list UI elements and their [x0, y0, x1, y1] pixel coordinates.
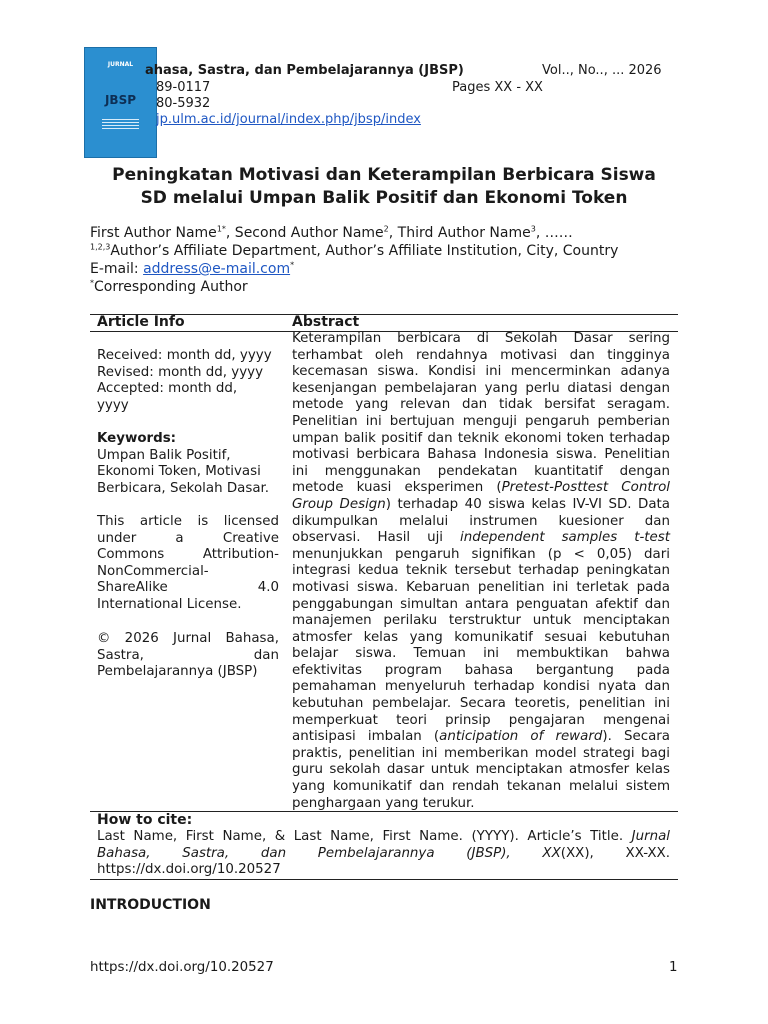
citation-text-a: Last Name, First Name, & Last Name, First Name. (YYYY). Article’s Title. — [97, 829, 632, 844]
email-label: E-mail: — [90, 261, 144, 277]
corresponding-text: Corresponding Author — [94, 279, 248, 295]
keywords-line-2: Ekonomi Token, Motivasi — [97, 464, 261, 479]
abstract-italic-test: independent samples t-test — [459, 530, 670, 546]
cover-decoration — [102, 119, 139, 131]
received-date: Received: month dd, yyyy — [97, 348, 272, 363]
issn-online: 80-5932 — [156, 96, 211, 111]
author-list-tail: , …… — [535, 225, 573, 241]
introduction-heading: INTRODUCTION — [90, 897, 211, 913]
revised-date: Revised: month dd, yyyy — [97, 364, 263, 380]
journal-url-link[interactable]: jp.ulm.ac.id/journal/index.php/jbsp/index — [156, 112, 421, 127]
author-2-sup: 2 — [383, 224, 389, 234]
abstract-text-1: Keterampilan berbicara di Sekolah Dasar sering terhambat oleh rendahnya motivasi dan tingginya kecemasan siswa. Kondisi ini mencerminkan adanya kesenjangan pembelajaran yang perlu diatasi dengan metode yang relevan dan tidak bersifat seragam. Penelitian ini bertujuan menguji pengaruh pemberian umpan balik positif dan teknik ekonomi token terhadap motivasi berbicara Bahasa Indonesia siswa. Penelitian ini menggunakan pendekatan kuantitatif dengan metode kuasi eksperimen ( — [292, 331, 670, 496]
keywords-label: Keywords: — [97, 431, 177, 446]
cover-top-label: JURNAL — [107, 61, 134, 68]
author-1: First Author Name — [90, 225, 217, 241]
corresponding-author — [90, 278, 248, 296]
journal-title: ahasa, Sastra, dan Pembelajarannya (JBSP) — [145, 63, 464, 78]
keywords-block — [97, 431, 279, 497]
abstract-text-2: ) terhadap 40 siswa kelas IV-VI SD. Data dikumpulkan melalui instrumen kuesioner dan observasi. Hasil uji — [292, 496, 670, 546]
email-link[interactable]: address@e-mail.com — [143, 261, 291, 277]
volume-info: Vol.., No.., ... 2026 — [542, 63, 662, 78]
accepted-date-line-1: Accepted: month dd, — [97, 381, 238, 396]
email-sup: * — [290, 260, 295, 270]
email-line — [90, 260, 294, 278]
article-info-header: Article Info — [97, 314, 185, 330]
author-3: , Third Author Name — [388, 225, 531, 241]
paper-title — [90, 164, 678, 210]
footer-doi-link[interactable]: https://dx.doi.org/10.20527 — [90, 960, 274, 975]
copyright-text: © 2026 Jurnal Bahasa, Sastra, dan Pembelajarannya (JBSP) — [97, 631, 279, 679]
abstract-paragraph — [292, 331, 670, 812]
issn-print: 89-0117 — [156, 80, 211, 95]
citation-text-b: (XX), XX-XX. https://dx.doi.org/10.20527 — [97, 845, 670, 877]
footer-page-number: 1 — [669, 960, 678, 975]
table-bottom-rule — [90, 879, 678, 880]
affiliation-sup: 1,2,3 — [90, 242, 111, 252]
author-2: , Second Author Name — [225, 225, 384, 241]
corresponding-sup: * — [90, 278, 94, 288]
affiliation-text: Author’s Affiliate Department, Author’s Affiliate Institution, City, Country — [110, 243, 619, 259]
abstract-italic-design: Pretest-Posttest Control Group Design — [292, 480, 670, 512]
paper-title-line-1: Peningkatan Motivasi dan Keterampilan Berbicara Siswa — [112, 165, 656, 185]
abstract-header: Abstract — [292, 314, 360, 330]
abstract-body — [292, 331, 670, 812]
author-list — [90, 224, 573, 242]
cover-journal-acronym: JBSP — [104, 93, 137, 107]
accepted-date-line-2: yyyy — [97, 397, 129, 413]
abstract-text-4: ). Secara praktis, penelitian ini memberikan model strategi bagi guru sekolah dasar untuk menciptakan atmosfer kelas yang komunikatif dan rendah tekanan melalui sistem penghargaan yang terukur. — [292, 729, 670, 811]
keywords-line-3: Berbicara, Sekolah Dasar. — [97, 480, 270, 496]
paper-title-line-2: SD melalui Umpan Balik Positif dan Ekonomi Token — [140, 188, 628, 208]
license-text: This article is licensed under a Creative Commons Attribution-NonCommercial-ShareAlike 4.0 International License. — [97, 514, 279, 612]
how-to-cite-label: How to cite: — [97, 812, 193, 828]
article-dates — [97, 348, 279, 414]
citation-journal-italic: Jurnal Bahasa, Sastra, dan Pembelajarannya (JBSP), XX — [97, 829, 670, 861]
citation-text — [97, 829, 670, 879]
abstract-italic-reward: anticipation of reward — [439, 729, 603, 745]
affiliation — [90, 242, 618, 260]
author-3-sup: 3 — [530, 224, 536, 234]
keywords-line-1: Umpan Balik Positif, — [97, 447, 231, 463]
pages-info: Pages XX - XX — [452, 80, 543, 95]
abstract-text-3: menunjukkan pengaruh signifikan (p < 0,05) dari integrasi kedua teknik tersebut terhadap peningkatan motivasi siswa. Kebaruan penelitian ini terletak pada penggabungan simultan antara penguatan afektif dan manajemen perilaku terstruktur untuk menciptakan atmosfer kelas yang komunikatif sesuai kebutuhan belajar siswa. Temuan ini membuktikan bahwa efektivitas program bahasa bergantung pada pemahaman menyeluruh terhadap kondisi nyata dan kebutuhan pembelajar. Secara teoretis, penelitian ini memperkuat teori prinsip pengajaran mengenai antisipasi imbalan ( — [292, 546, 670, 745]
author-1-sup: 1* — [216, 224, 226, 234]
